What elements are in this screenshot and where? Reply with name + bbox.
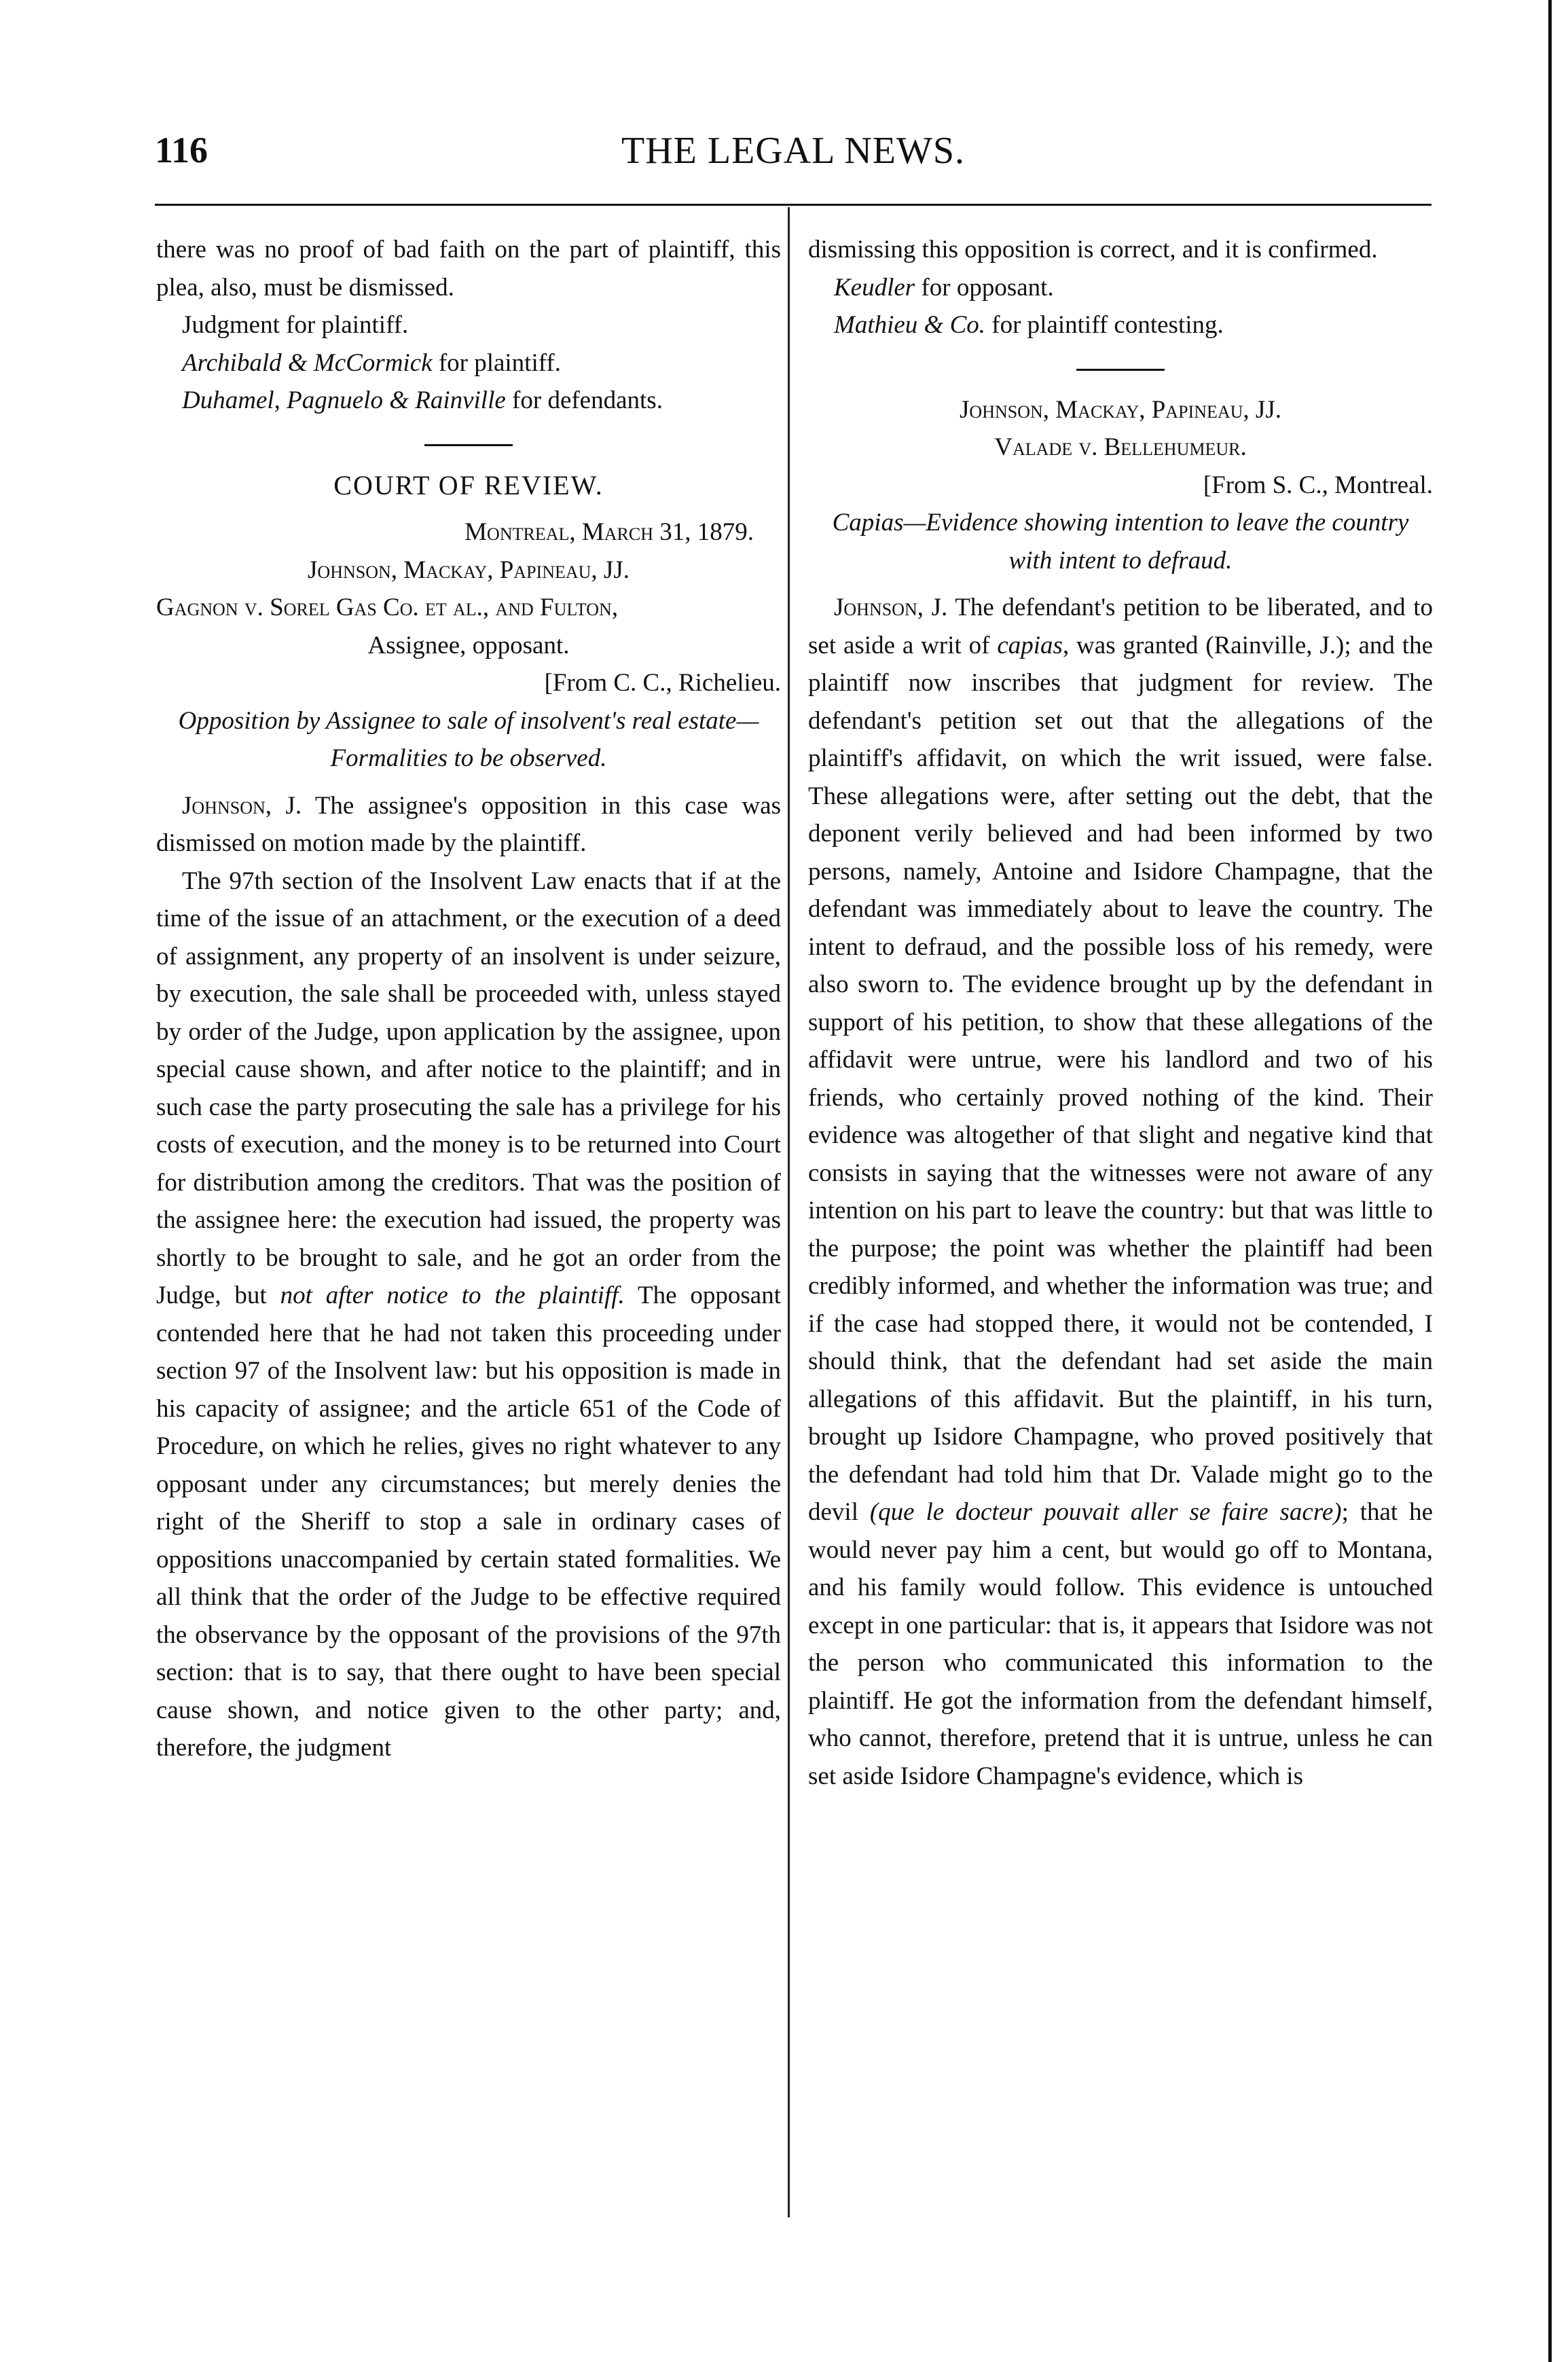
running-head: THE LEGAL NEWS. — [621, 130, 965, 172]
continued-paragraph: there was no proof of bad faith on the part of plaintiff, this plea, also, must be dismissed. — [156, 236, 781, 302]
counsel-name: Mathieu & Co. — [834, 311, 986, 339]
counsel-name: Archibald & McCormick — [182, 348, 433, 377]
judges-line: Johnson, Mackay, Papineau, JJ. — [960, 395, 1281, 424]
opinion-paragraph: Johnson, J. The defendant's petition to be liberated, and to set aside a writ of capias, was granted (Rainville, J.); and the plaintiff now inscribes that judgment for review. The defendant's petition set out that the allegations of the plaintiff's affidavit, on which the writ issued, were false. These allegations were, after setting out the debt, that the deponent verily believed and had been informed by two persons, namely, Antoine and Isidore Champagne, that the defendant was immediately about to leave the country. The intent to defraud, and the possible loss of his remedy, were also sworn to. The evidence brought up by the defendant in support of his petition, to show that these allegations of the affidavit were untrue, were his landlord and two of his friends, who certainly proved nothing of the kind. Their evidence was altogether of that slight and negative kind that consists in saying that the witnesses were not aware of any intention on his part to leave the country: but that was little to the purpose; the point was whether the plaintiff had been credibly informed, and whether the information was true; and if the case had stopped there, it would not be contended, I should think, that the defendant had set aside the main allegations of this affidavit. But the plaintiff, in his turn, brought up Isidore Champagne, who proved positively that the defendant had told him that Dr. Valade might go to the devil (que le docteur pouvait aller se faire sacre); that he would never pay him a cent, but would go off to Montana, and his family would follow. This evidence is untouched except in one particular: that is, it appears that Isidore was not the person who communicated this information to the plaintiff. He got the information from the defendant himself, who cannot, therefore, pretend that it is untrue, unless he can set aside Isidore Champagne's evidence, which is — [808, 594, 1434, 1790]
place-date: Montreal, March 31, 1879. — [464, 518, 754, 546]
counsel-name: Duhamel, Pagnuelo & Rainville — [182, 386, 506, 414]
counsel-line — [156, 344, 781, 382]
column-divider — [788, 207, 790, 2217]
court-heading: COURT OF REVIEW. — [333, 469, 604, 501]
case-title-continued: Assignee, opposant. — [367, 631, 570, 659]
from-court: [From C. C., Richelieu. — [544, 669, 781, 697]
from-court: [From S. C., Montreal. — [1203, 471, 1433, 499]
judge-name: Johnson, J. — [834, 594, 948, 621]
opinion-paragraph: Johnson, J. The assignee's opposition in this case was dismissed on motion made by the plaintiff. — [156, 791, 782, 857]
counsel-role: for defendants. — [505, 386, 663, 414]
page-number: 116 — [155, 130, 208, 170]
judges-line: Johnson, Mackay, Papineau, JJ. — [308, 556, 630, 584]
page-edge-line — [1548, 0, 1552, 2362]
judgment-line: Judgment for plaintiff. — [182, 311, 409, 339]
counsel-line — [808, 269, 1433, 307]
case-title: Valade v. Bellehumeur. — [994, 433, 1247, 461]
counsel-line — [156, 382, 781, 420]
judge-name: Johnson, J. — [182, 791, 302, 820]
counsel-role: for plaintiff contesting. — [985, 311, 1224, 339]
syllabus: Opposition by Assignee to sale of insolvent's real estate—Formalities to be observed. — [178, 706, 759, 772]
syllabus: Capias—Evidence showing intention to leave the country with intent to defraud. — [832, 509, 1409, 575]
page-header — [155, 129, 1432, 190]
header-rule — [155, 204, 1432, 206]
counsel-name: Keudler — [834, 273, 915, 302]
counsel-role: for plaintiff. — [432, 348, 561, 377]
continued-paragraph: dismissing this opposition is correct, and it is confirmed. — [808, 236, 1378, 264]
section-divider — [1076, 369, 1165, 371]
counsel-role: for opposant. — [915, 273, 1054, 302]
right-column — [808, 231, 1433, 1795]
opinion-paragraph: The 97th section of the Insolvent Law enacts that if at the time of the issue of an attachment, or the execution of a deed of assignment, any property of an insolvent is under seizure, by execution, the sale shall be proceeded with, unless stayed by order of the Judge, upon application by the assignee, upon special cause shown, and after notice to the plaintiff; and in such case the party prosecuting the sale has a privilege for his costs of execution, and the money is to be returned into Court for distribution among the creditors. That was the position of the assignee here: the execution had issued, the property was shortly to be brought to sale, and he got an order from the Judge, but not after notice to the plaintiff. The opposant contended here that he had not taken this proceeding under section 97 of the Insolvent law: but his opposition is made in his capacity of assignee; and the article 651 of the Code of Procedure, on which he relies, gives no right whatever to any opposant under any circumstances; but merely denies the right of the Sheriff to stop a sale in ordinary cases of oppositions unaccompanied by certain stated formalities. We all think that the order of the Judge to be effective required the observance by the opposant of the provisions of the 97th section: that is to say, that there ought to have been special cause shown, and notice given to the other party; and, therefore, the judgment — [156, 867, 781, 1762]
left-column — [156, 231, 781, 1767]
section-divider — [424, 444, 513, 446]
case-title: Gagnon v. Sorel Gas Co. et al., and Fulton, — [156, 594, 619, 621]
counsel-line — [808, 306, 1433, 344]
